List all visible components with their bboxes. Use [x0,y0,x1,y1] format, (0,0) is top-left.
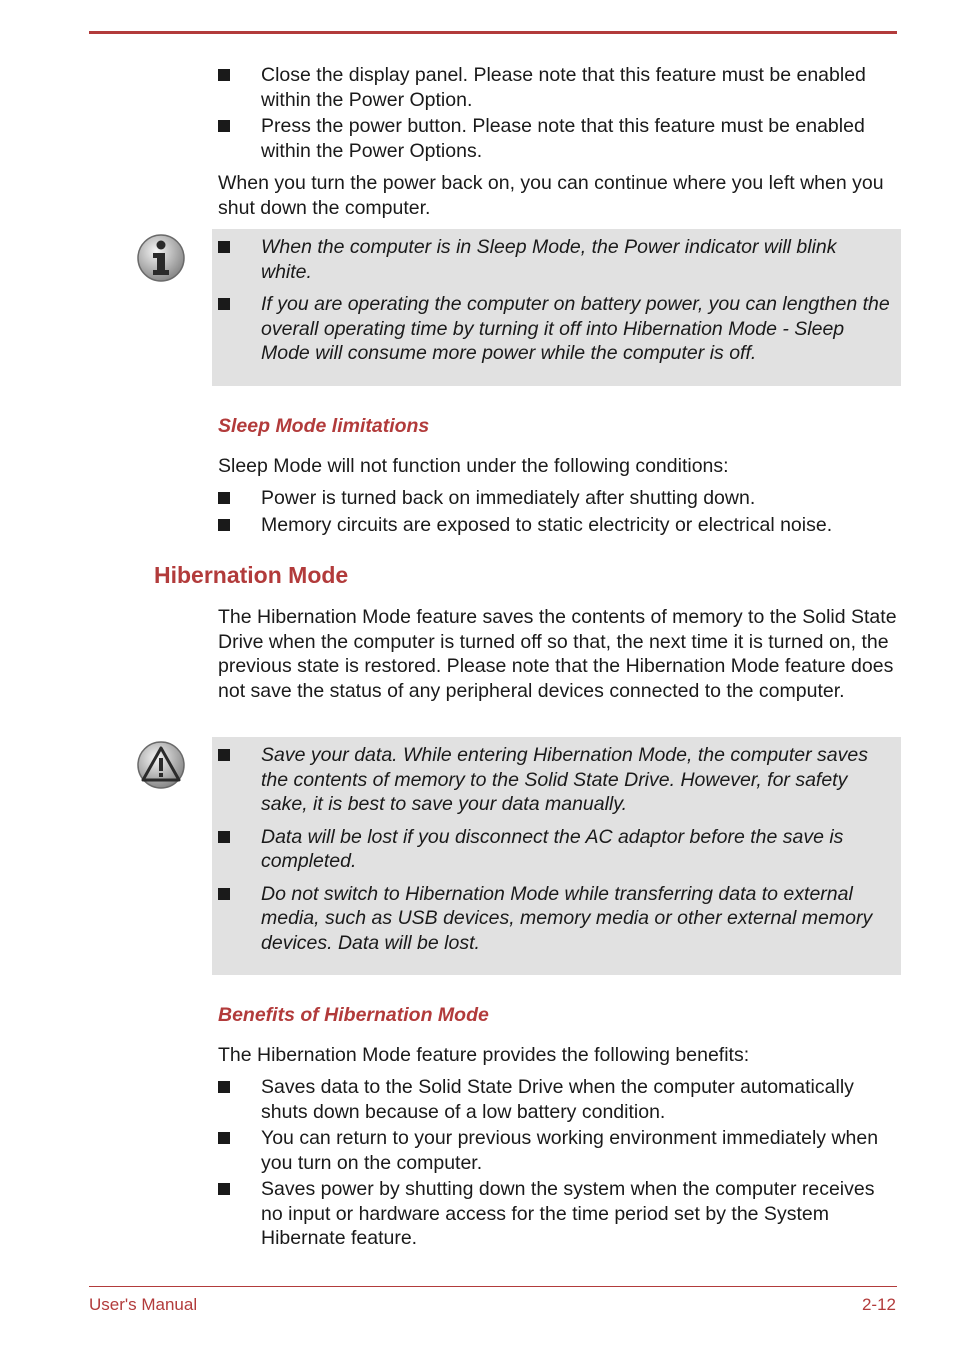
square-bullet-icon [218,749,230,761]
square-bullet-icon [218,69,230,81]
list-item: Data will be lost if you disconnect the AC adaptor before the save is completed. [218,825,891,874]
paragraph-benefits-intro: The Hibernation Mode feature provides the following benefits: [218,1044,750,1066]
list-item: Power is turned back on immediately after shutting down. [218,486,898,511]
list-item: Saves data to the Solid State Drive when the computer automatically shuts down because of a low battery condition. [218,1075,898,1124]
list-item: Saves power by shutting down the system when the computer receives no input or hardware access for the time period set by the System Hibernate feature. [218,1177,898,1251]
square-bullet-icon [218,1183,230,1195]
header-rule [89,31,897,34]
list-item: If you are operating the computer on battery power, you can lengthen the overall operating time by turning it off into Hibernation Mode - Sleep Mode will consume more power while the computer is off. [218,292,891,366]
info-icon [136,233,186,283]
subheading-benefits: Benefits of Hibernation Mode [218,1004,489,1026]
list-item: Close the display panel. Please note that this feature must be enabled within the Power Option. [218,63,898,112]
list-item: When the computer is in Sleep Mode, the Power indicator will blink white. [218,235,891,284]
paragraph-power-back: When you turn the power back on, you can continue where you left when you shut down the computer. [218,172,884,219]
caution-note-box [212,737,901,975]
square-bullet-icon [218,120,230,132]
square-bullet-icon [218,1081,230,1093]
paragraph-hibernation-body: The Hibernation Mode feature saves the contents of memory to the Solid State Drive when the computer is turned off so that, the next time it is turned on, the previous state is restored. Please note that the Hibernation Mode feature does not save the status of any peripheral devices connected to the computer. [218,606,897,702]
benefits-list [218,1075,898,1251]
list-item: Memory circuits are exposed to static electricity or electrical noise. [218,513,898,538]
square-bullet-icon [218,241,230,253]
footer-manual-title: User's Manual [89,1295,198,1314]
list-item: Press the power button. Please note that this feature must be enabled within the Power Options. [218,114,898,163]
list-item: You can return to your previous working environment immediately when you turn on the computer. [218,1126,898,1175]
sleep-limitations-list [218,486,898,537]
info-note-box [212,229,901,386]
square-bullet-icon [218,519,230,531]
section-heading-hibernation: Hibernation Mode [154,562,349,588]
subheading-sleep-limitations: Sleep Mode limitations [218,415,430,437]
warning-icon [136,740,186,790]
list-item: Do not switch to Hibernation Mode while transferring data to external media, such as USB devices, memory media or other external memory devices. Data will be lost. [218,882,891,956]
page-number: 2-12 [861,1295,896,1314]
square-bullet-icon [218,831,230,843]
top-bullet-list [218,63,898,163]
list-item: Save your data. While entering Hibernation Mode, the computer saves the contents of memory to the Solid State Drive. However, for safety sake, it is best to save your data manually. [218,743,891,817]
square-bullet-icon [218,298,230,310]
footer-rule [89,1286,897,1287]
paragraph-sleep-intro: Sleep Mode will not function under the following conditions: [218,455,729,477]
square-bullet-icon [218,492,230,504]
square-bullet-icon [218,1132,230,1144]
square-bullet-icon [218,888,230,900]
